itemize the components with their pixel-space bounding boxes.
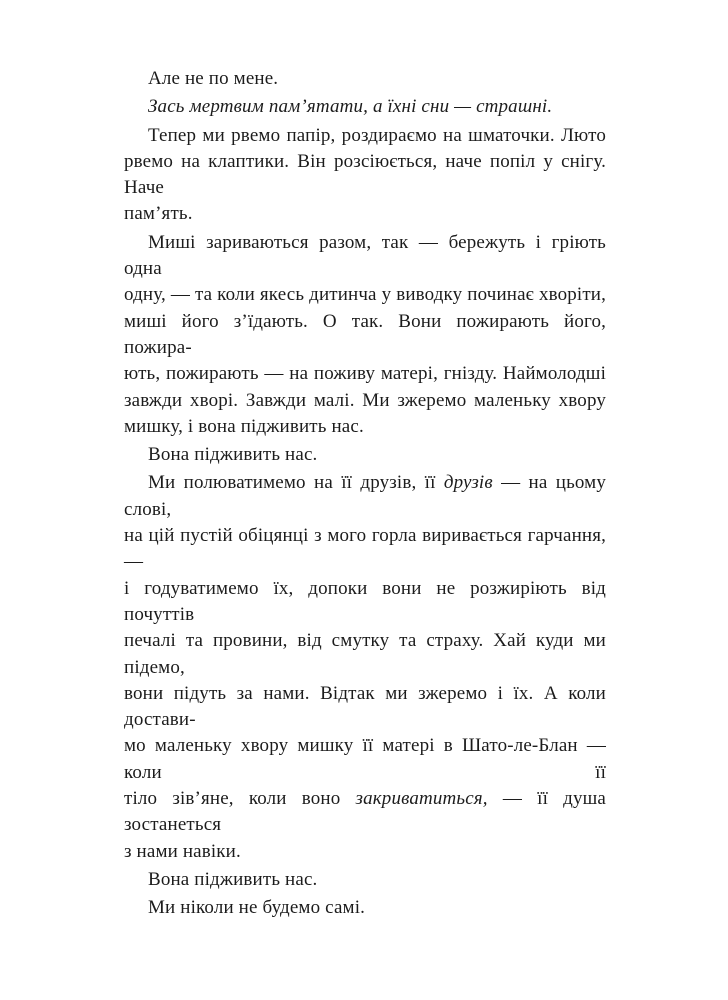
text-run: Але не по мене.: [148, 68, 279, 89]
text-line: [124, 523, 606, 576]
text-run: Ми полюватимемо на її друзів, її: [148, 472, 444, 494]
text-run: з нами навіки.: [124, 840, 241, 862]
text-line: [124, 282, 606, 308]
text-line: [124, 201, 606, 227]
text-run: Миші зариваються разом, так — бережуть і гріють одна: [124, 231, 606, 280]
text-line: [124, 470, 606, 523]
text-line: [124, 123, 606, 149]
text-line: [124, 895, 606, 921]
text-line: [124, 733, 606, 786]
text-line: [124, 230, 606, 283]
text-line: [124, 839, 606, 865]
text-line: [124, 576, 606, 629]
text-run: миші його з’їдають. О так. Вони пожирають його, пожира-: [124, 310, 606, 358]
text-run: печалі та провини, від смутку та страху. Хай куди ми підемо,: [124, 630, 606, 678]
body-text: [124, 66, 606, 924]
text-run: Вона підживить нас.: [148, 868, 318, 890]
paragraph: [124, 867, 606, 893]
text-run: вони підуть за нами. Відтак ми зжеремо і їх. А коли достави-: [124, 682, 606, 731]
paragraph: [124, 442, 606, 468]
text-run: ють, пожирають — на поживу матері, гнізду. Наймолодші: [124, 363, 606, 385]
text-line: [124, 786, 606, 839]
text-run: тіло зів’яне, коли воно: [124, 788, 356, 810]
text-line: [124, 414, 606, 440]
paragraph: [124, 895, 606, 921]
text-run: і годуватимемо їх, допоки вони не розжиріють від почуттів: [124, 577, 606, 625]
text-run: пам’ять.: [124, 203, 193, 225]
italic-text: закриватиться,: [355, 788, 488, 810]
text-run: мишку, і вона підживить нас.: [124, 415, 364, 437]
text-line: [124, 867, 606, 893]
text-run: мо маленьку хвору мишку її матері в Шато-ле-Блан — коли її: [124, 735, 606, 783]
italic-text: Зась мертвим пам’ятати, а їхні сни — страшні.: [148, 96, 553, 118]
paragraph: [124, 66, 606, 92]
text-run: одну, — та коли якесь дитинча у виводку починає хворіти,: [124, 284, 606, 306]
text-run: рвемо на клаптики. Він розсіюється, наче попіл у снігу. Наче: [124, 150, 606, 199]
paragraph: [124, 470, 606, 864]
text-line: [124, 628, 606, 681]
italic-text: друзів: [443, 472, 493, 494]
text-line: [124, 442, 606, 468]
text-run: — на цьому слові,: [124, 472, 606, 520]
text-run: завжди хворі. Завжди малі. Ми зжеремо маленьку хвору: [124, 389, 606, 411]
paragraph: [124, 94, 606, 120]
text-run: — її душа зостанеться: [124, 788, 606, 836]
text-line: [124, 309, 606, 362]
text-run: Вона підживить нас.: [148, 444, 318, 466]
text-line: [124, 149, 606, 202]
text-run: Тепер ми рвемо папір, роздираємо на шматочки. Люто: [148, 124, 606, 146]
paragraph: [124, 230, 606, 440]
paragraph: [124, 123, 606, 228]
text-line: [124, 681, 606, 734]
text-line: [124, 361, 606, 387]
text-run: на цій пустій обіцянці з мого горла виривається гарчання, —: [124, 525, 606, 573]
text-line: [124, 388, 606, 414]
text-line: [124, 94, 606, 120]
text-line: [124, 66, 606, 92]
text-run: Ми ніколи не будемо самі.: [148, 897, 366, 919]
